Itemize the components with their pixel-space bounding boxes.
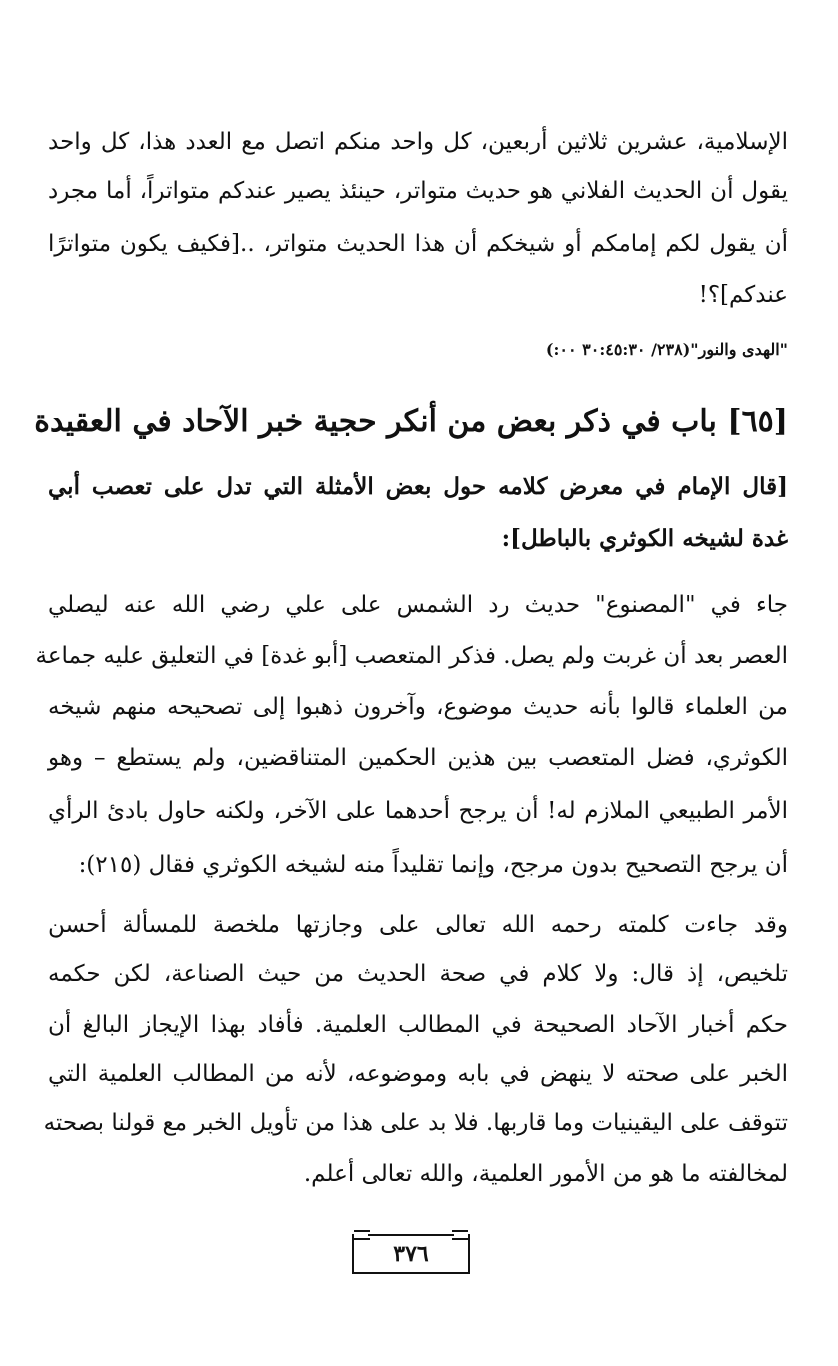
page-number-frame bbox=[352, 1234, 470, 1274]
paragraph-3-line-2: تلخيص، إذ قال: ولا كلام في صحة الحديث من حيث الصناعة، لكن حكمه bbox=[48, 961, 788, 987]
chapter-title: [٦٥] باب في ذكر بعض من أنكر حجية خبر الآحاد في العقيدة bbox=[34, 404, 788, 439]
paragraph-1-line-4: عندكم]؟! bbox=[698, 282, 788, 308]
paragraph-2-line-6: أن يرجح التصحيح بدون مرجح، وإنما تقليداً منه لشيخه الكوثري فقال (٢١٥): bbox=[78, 852, 788, 878]
intro-line-2: غدة لشيخه الكوثري بالباطل]: bbox=[501, 525, 788, 552]
paragraph-3-line-6: لمخالفته ما هو من الأمور العلمية، والله تعالى أعلم. bbox=[303, 1161, 788, 1187]
paragraph-3-line-1: وقد جاءت كلمته رحمه الله تعالى على وجازتها ملخصة للمسألة أحسن bbox=[48, 912, 788, 938]
paragraph-2-line-5: الأمر الطبيعي الملازم له! أن يرجح أحدهما على الآخر، ولكنه حاول بادئ الرأي bbox=[48, 798, 788, 824]
page-number: ٣٧٦ bbox=[393, 1241, 429, 1267]
paragraph-3-line-5: تتوقف على اليقينيات وما قاربها. فلا بد على هذا من تأويل الخبر مع قولنا بصحته bbox=[43, 1110, 788, 1136]
paragraph-3-line-4: الخبر على صحته لا ينهض في بابه وموضوعه، لأنه من المطالب العلمية التي bbox=[48, 1061, 788, 1087]
frame-top-rule bbox=[368, 1234, 454, 1236]
intro-line-1: [قال الإمام في معرض كلامه حول بعض الأمثلة التي تدل على تعصب أبي bbox=[48, 473, 788, 500]
paragraph-3-line-3: حكم أخبار الآحاد الصحيحة في المطالب العلمية. فأفاد بهذا الإيجاز البالغ أن bbox=[48, 1012, 788, 1038]
paragraph-1-line-1: الإسلامية، عشرين ثلاثين أربعين، كل واحد منكم اتصل مع العدد هذا، كل واحد bbox=[48, 129, 788, 155]
source-citation: "الهدى والنور"(٢٣٨/ ٣٠:٤٥:٣٠ ٠٠:) bbox=[545, 340, 788, 359]
paragraph-1-line-3: أن يقول لكم إمامكم أو شيخكم أن هذا الحديث متواتر، ..[فكيف يكون متواترًا bbox=[48, 231, 788, 257]
frame-ornament-left-icon bbox=[354, 1230, 370, 1240]
paragraph-2-line-3: من العلماء قالوا بأنه حديث موضوع، وآخرون ذهبوا إلى تصحيحه منهم شيخه bbox=[48, 694, 788, 720]
frame-ornament-right-icon bbox=[452, 1230, 468, 1240]
paragraph-2-line-1: جاء في "المصنوع" حديث رد الشمس على علي رضي الله عنه ليصلي bbox=[48, 592, 788, 618]
paragraph-2-line-4: الكوثري، فضل المتعصب بين هذين الحكمين المتناقضين، ولم يستطع – وهو bbox=[48, 745, 788, 771]
paragraph-1-line-2: يقول أن الحديث الفلاني هو حديث متواتر، حينئذ يصير عندكم متواتراً، أما مجرد bbox=[48, 178, 788, 204]
paragraph-2-line-2: العصر بعد أن غربت ولم يصل. فذكر المتعصب [أبو غدة] في التعليق عليه جماعة bbox=[35, 643, 788, 669]
